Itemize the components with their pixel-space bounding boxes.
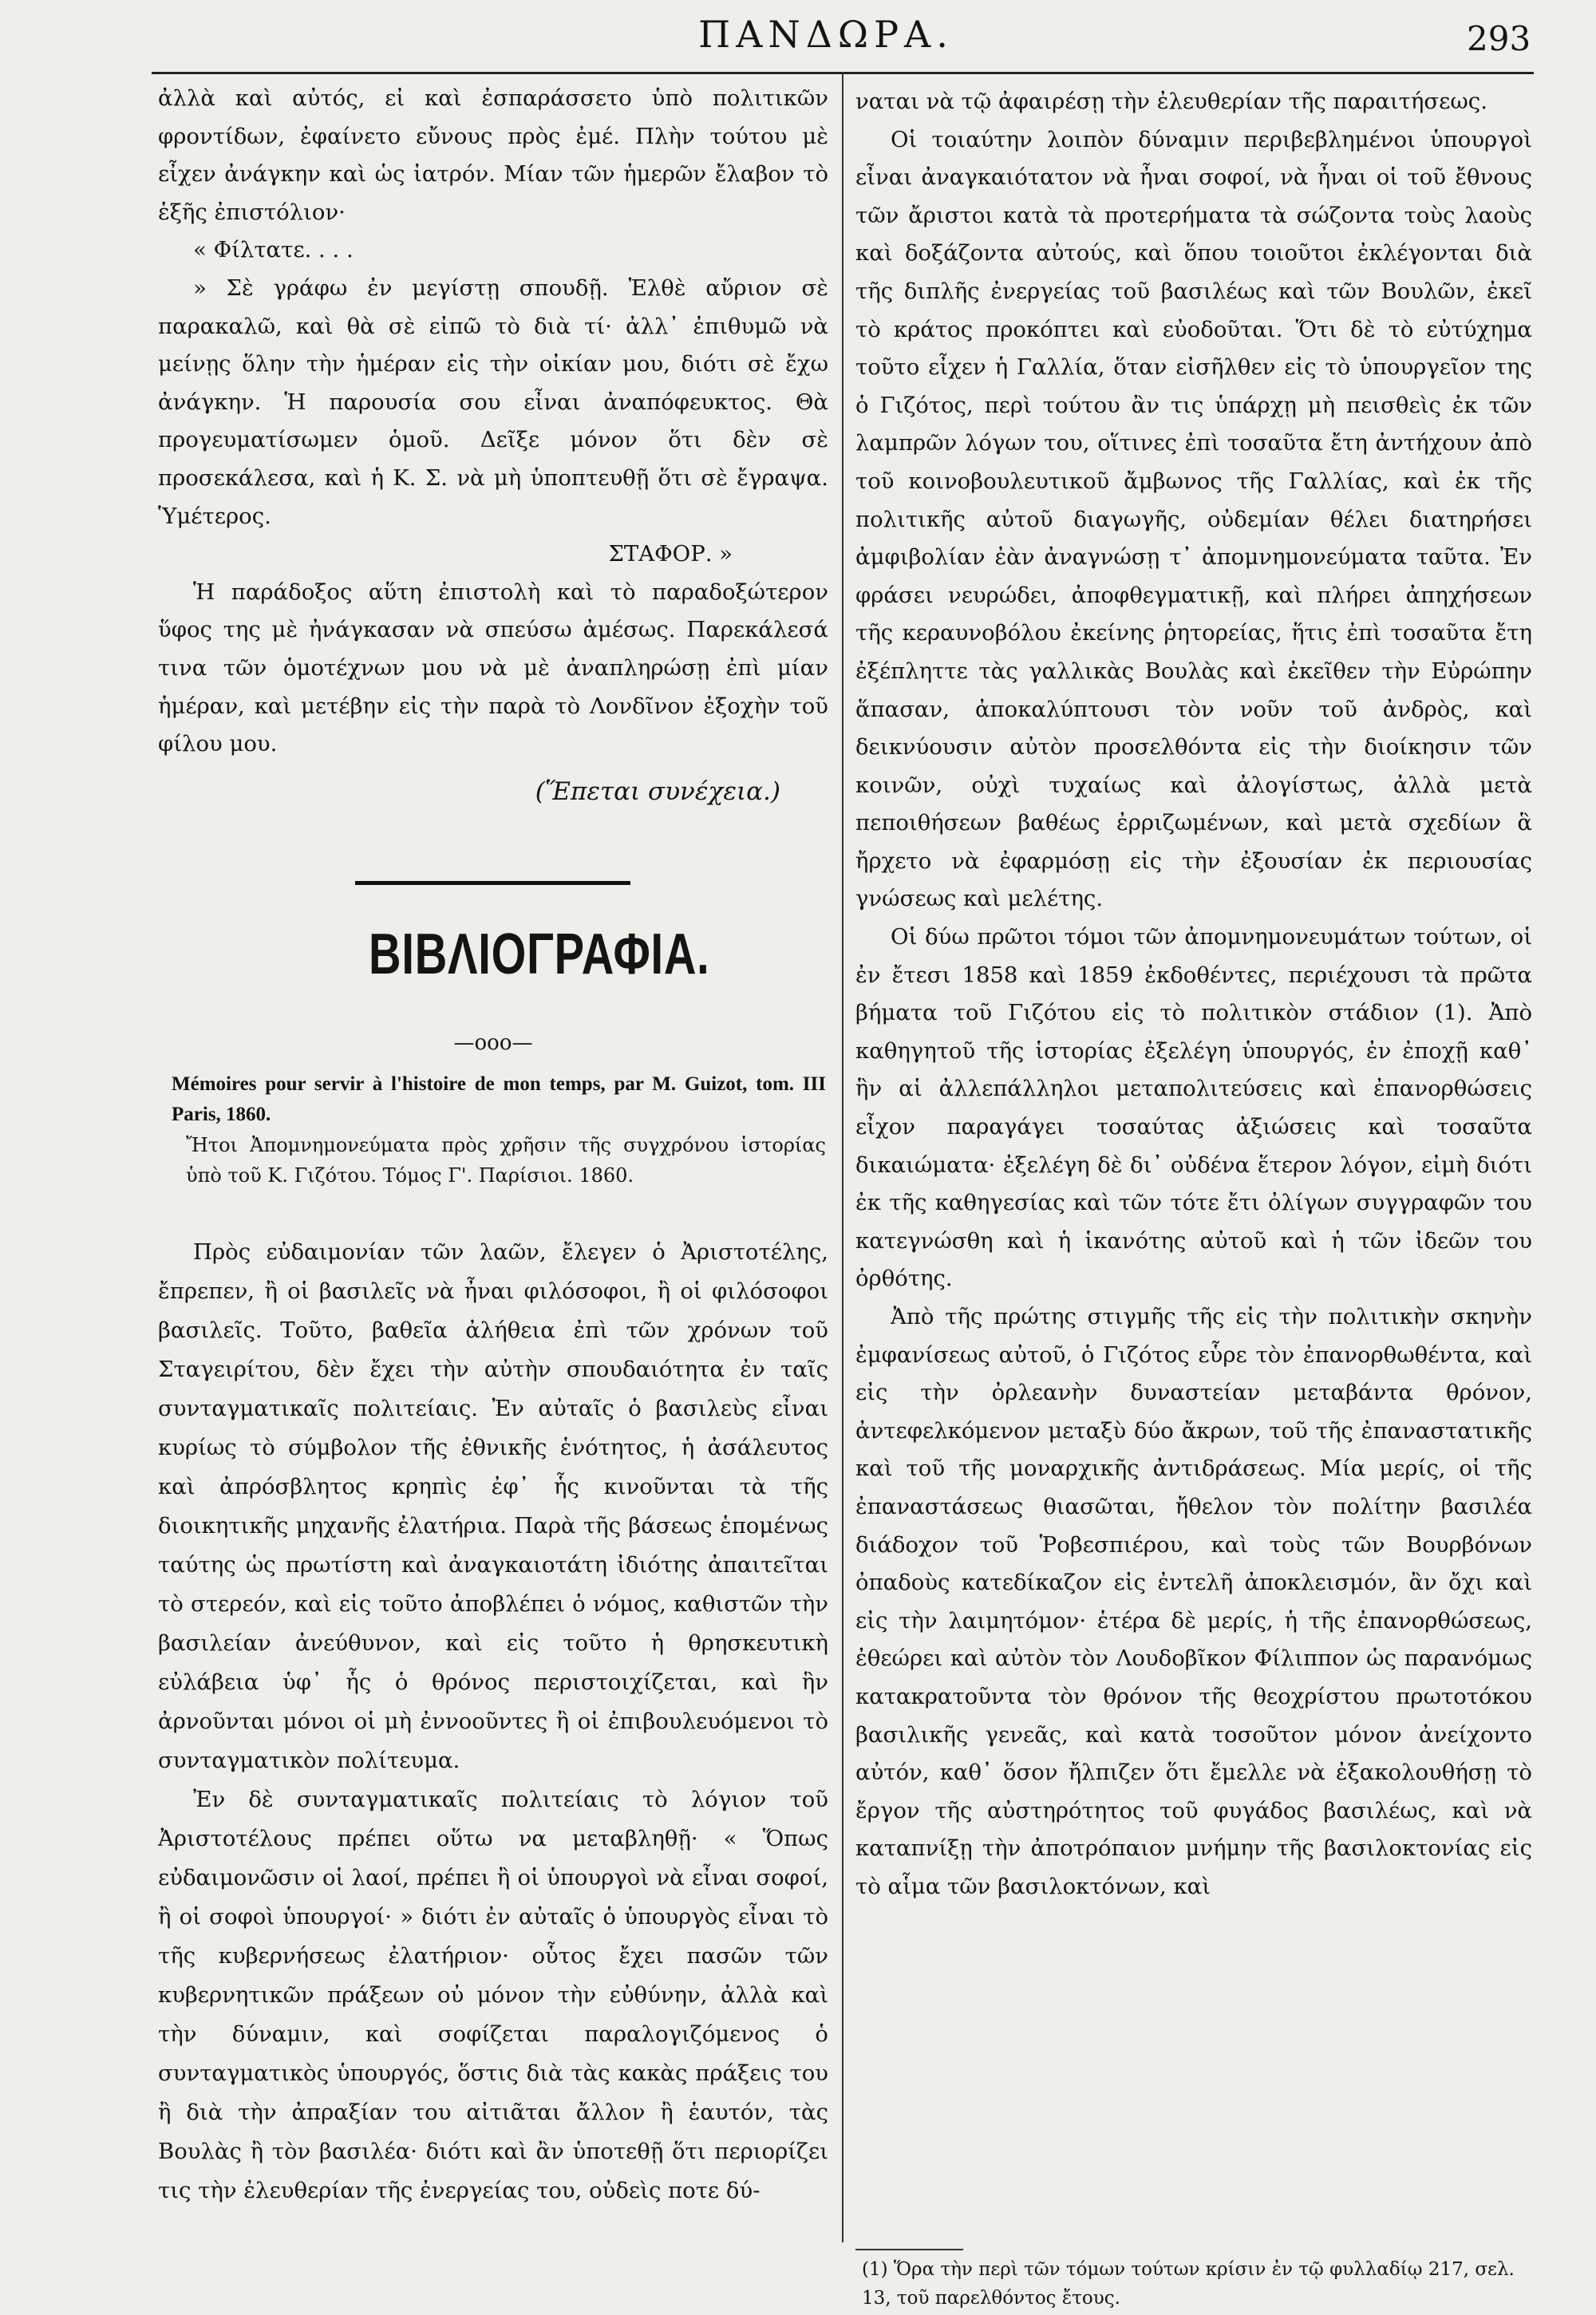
paragraph: Ἀπὸ τῆς πρώτης στιγμῆς τῆς εἰς τὴν πολιτικὴν σκηνὴν ἐμφανίσεως αὐτοῦ, ὁ Γιζότος εὗρε τὸν ἐπανορθωθέντα, καὶ εἰς τὴν ὀρλεανὴν δυναστείαν μεταβάντα θρόνον, ἀντεφελκόμενον μεταξὺ δύο ἄκρων, τοῦ τῆς ἐπαναστατικῆς καὶ τοῦ τῆς μοναρχικῆς ἀντιδράσεως. Μία μερίς, οἱ τῆς ἐπαναστάσεως θιασῶται, ἤθελον τὸν πολίτην βασιλέα διάδοχον τοῦ Ῥοβεσπιέρου, καὶ τοὺς τῶν Βουρβόνων ὀπαδοὺς κατεδίκαζον εἰς ἐντελῆ ἀποκλεισμόν, ἂν ὄχι καὶ εἰς τὴν λαιμητόμον· ἑτέρα δὲ μερίς, ἡ τῆς ἐπανορθώσεως, ἐθεώρει καὶ αὐτὸν τὸν Λουδοβῖκον Φίλιππον ὡς παρανόμως κατακρατοῦντα τὸν θρόνον τῆς θεοχρίστου πρωτοτόκου βασιλικῆς γενεᾶς, καὶ κατὰ τοσοῦτον μόνον ἀνείχοντο αὐτόν, καθ᾽ ὅσον ἤλπιζεν ὅτι ἔμελλε νὰ ἐξακολουθήσῃ τὸ ἔργον τῆς αὐστηρότητος τοῦ φυγάδος βασιλέως, καὶ νὰ καταπνίξῃ τὴν ἀποτρόπαιον μνήμην τῆς βασιλοκτονίας εἰς τὸ αἷμα τῶν βασιλοκτόνων, καὶ [855, 1304, 1532, 1899]
paragraph: ναται νὰ τῷ ἀφαιρέσῃ τὴν ἐλευθερίαν τῆς παραιτήσεως. [855, 89, 1487, 114]
section-ornament: —ooo— [453, 1031, 533, 1055]
letter-body: » Σὲ γράφω ἐν μεγίστῃ σπουδῇ. Ἐλθὲ αὔριον σὲ παρακαλῶ, καὶ θὰ σὲ εἰπῶ τὸ διὰ τί· ἀλλ᾽ ἐπιθυμῶ νὰ μείνῃς ὅλην τὴν ἡμέραν εἰς τὴν οἰκίαν μου, διότι σὲ ἔχω ἀνάγκην. Ἡ παρουσία σου εἶναι ἀναπόφευκτος. Θὰ προγευματίσωμεν ὁμοῦ. Δεῖξε μόνον ὅτι δὲν σὲ προσεκάλεσα, καὶ ἡ Κ. Σ. νὰ μὴ ὑποπτευθῇ ὅτι σὲ ἔγραψα. Ὑμέτερος. [158, 275, 828, 529]
paragraph: Οἱ τοιαύτην λοιπὸν δύναμιν περιβεβλημένοι ὑπουργοὶ εἶναι ἀναγκαιότατον νὰ ἦναι σοφοί, νὰ ἦναι οἱ τοῦ ἔθνους τῶν ἄριστοι κατὰ τὰ προτερήματα τὰ σώζοντα τοὺς λαοὺς καὶ δοξάζοντα αὐτούς, καὶ ὅπου τοιοῦτοι ἐκλέγονται διὰ τῆς διπλῆς ἐνεργείας τοῦ βασιλέως καὶ τῶν Βουλῶν, ἐκεῖ τὸ κράτος προκόπτει καὶ εὐοδοῦται. Ὅτι δὲ τὸ εὐτύχημα τοῦτο εἶχεν ἡ Γαλλία, ὅταν εἰσῆλθεν εἰς τὸ ὑπουργεῖον της ὁ Γιζότος, περὶ τούτου ἂν τις ὑπάρχῃ μὴ πεισθεὶς ἐκ τῶν λαμπρῶν λόγων του, οἵτινες ἐπὶ τοσαῦτα ἔτη ἀντήχουν ἀπὸ τοῦ κοινοβουλευτικοῦ ἄμβωνος τῆς Γαλλίας, καὶ ἐκ τῆς πολιτικῆς αὐτοῦ διαγωγῆς, οὐδεμίαν θέλει διατηρήσει ἀμφιβολίαν ἐὰν ἀναγνώσῃ τ᾽ ἀπομνημονεύματα ταῦτα. Ἐν φράσει νευρώδει, ἀποφθεγματικῇ, καὶ πλήρει ἀπηχήσεων τῆς κεραυνοβόλου ἐκείνης ῥητορείας, ἥτις ἐπὶ τοσαῦτα ἔτη ἐξέπληττε τὰς γαλλικὰς Βουλὰς καὶ ἐκεῖθεν τὴν Εὐρώπην ἅπασαν, ἀποκαλύπτουσι τὸν νοῦν τοῦ ἀνδρὸς, καὶ δεικνύουσιν αὐτὸν προσελθόντα εἰς τὴν διοίκησιν τῶν κοινῶν, οὐχὶ τυχαίως καὶ ἀλογίστως, ἀλλὰ μετὰ πεποιθήσεων βαθέως ἐρριζωμένων, καὶ μετὰ σχεδίων ἃ ἤρχετο νὰ ἐφαρμόσῃ εἰς τὴν ἐξουσίαν ἐκ περιουσίας γνώσεως καὶ μελέτης. [855, 126, 1532, 912]
continuation-note: (Ἕπεται συνέχεια.) [535, 776, 780, 806]
footnote [862, 2255, 1532, 2313]
citation-french: Mémoires pour servir à l'histoire de mon temps, par M. Guizot, tom. III Paris, 1860. [172, 1073, 826, 1125]
letter-salutation: « Φίλτατε. . . . [193, 237, 354, 263]
paragraph: Ἐν δὲ συνταγματικαῖς πολιτείαις τὸ λόγιον τοῦ Ἀριστοτέλους πρέπει οὕτω να μεταβληθῇ· « Ὅπως εὐδαιμονῶσιν οἱ λαοί, πρέπει ἢ οἱ ὑπουργοὶ νὰ εἶναι σοφοί, ἢ οἱ σοφοὶ ὑπουργοί· » διότι ἐν αὐταῖς ὁ ὑπουργὸς εἶναι τὸ τῆς κυβερνήσεως ἐλατήριον· οὗτος ἔχει πασῶν τῶν κυβερνητικῶν πράξεων οὐ μόνον τὴν εὐθύνην, ἀλλὰ καὶ τὴν δύναμιν, καὶ σοφίζεται παραλογιζόμενος ὁ συνταγματικὸς ὑπουργός, ὅστις διὰ τὰς κακὰς πράξεις του ἢ διὰ τὴν ἀπραξίαν του αἰτιᾶται ἄλλον ἢ ἑαυτόν, τὰς Βουλὰς ἢ τὸν βασιλέα· διότι καὶ ἂν ὑποτεθῇ ὅτι περιορίζει τις τὴν ἐλευθερίαν τῆς ἐνεργείας του, οὐδεὶς ποτε δύ- [158, 1787, 828, 2203]
left-column-review [158, 1233, 828, 2210]
running-header-title: ΠΑΝΔΩΡΑ. [698, 13, 954, 56]
paragraph: Πρὸς εὐδαιμονίαν τῶν λαῶν, ἔλεγεν ὁ Ἀριστοτέλης, ἔπρεπεν, ἢ οἱ βασιλεῖς νὰ ἦναι φιλόσοφοι, ἢ οἱ φιλόσοφοι βασιλεῖς. Τοῦτο, βαθεῖα ἀλήθεια ἐπὶ τῶν χρόνων τοῦ Σταγειρίτου, δὲν ἔχει τὴν αὐτὴν σπουδαιότητα ἐν ταῖς συνταγματικαῖς πολιτείαις. Ἐν αὐταῖς ὁ βασιλεὺς εἶναι κυρίως τὸ σύμβολον τῆς ἐθνικῆς ἑνότητος, ἡ ἀσάλευτος καὶ ἀπρόσβλητος κρηπὶς ἐφ᾽ ἧς κινοῦνται τὰ τῆς διοικητικῆς μηχανῆς ἐλατήρια. Παρὰ τῆς βάσεως ἑπομένως ταύτης ὡς πρωτίστη καὶ ἀναγκαιοτάτη ἰδιότης ἀπαιτεῖται τὸ στερεόν, καὶ εἰς τοῦτο ἀποβλέπει ὁ νόμος, καθιστῶν τὴν βασιλείαν ἀνεύθυνον, καὶ εἰς τοῦτο ἡ θρησκευτικὴ εὐλάβεια ὑφ᾽ ἧς ὁ θρόνος περιστοιχίζεται, καὶ ἣν ἀρνοῦνται μόνοι οἱ μὴ ἐννοοῦντες ἢ οἱ ἐπιβουλευόμενοι τὸ συνταγματικὸν πολίτευμα. [158, 1239, 828, 1773]
paragraph: Ἡ παράδοξος αὕτη ἐπιστολὴ καὶ τὸ παραδοξώτερον ὕφος της μὲ ἠνάγκασαν νὰ σπεύσω ἀμέσως. Παρεκάλεσά τινα τῶν ὁμοτέχνων μου νὰ μὲ ἀναπληρώσῃ ἐπὶ μίαν ἡμέραν, καὶ μετέβην εἰς τὴν παρὰ τὸ Λονδῖνον ἐξοχὴν τοῦ φίλου μου. [158, 579, 828, 757]
footnote-text: (1) Ὅρα τὴν περὶ τῶν τόμων τούτων κρίσιν ἐν τῷ φυλλαδίῳ 217, σελ. 13, τοῦ παρελθόντος ἔτους. [862, 2259, 1515, 2309]
right-column [855, 83, 1532, 1906]
citation-greek: Ἤτοι Ἀπομνημονεύματα πρὸς χρῆσιν τῆς συγχρόνου ἱστορίας ὑπὸ τοῦ Κ. Γιζότου. Τόμος Γ'. Παρίσιοι. 1860. [186, 1134, 826, 1187]
column-divider [842, 72, 843, 2242]
letter-signature: ΣΤΑΦΟΡ. » [608, 541, 733, 567]
page-number: 293 [1467, 19, 1531, 58]
section-heading: ΒΙΒΛΙΟΓΡΑΦΙΑ. [369, 922, 710, 986]
section-separator-rule [355, 881, 630, 885]
bibliographic-citation [172, 1069, 826, 1191]
left-column-top [158, 80, 828, 811]
footnote-rule [855, 2249, 963, 2250]
paragraph: Οἱ δύω πρῶτοι τόμοι τῶν ἀπομνημονευμάτων τούτων, οἱ ἐν ἔτεσι 1858 καὶ 1859 ἐκδοθέντες, περιέχουσι τὰ πρῶτα βήματα τοῦ Γιζότου εἰς τὸ πολιτικὸν στάδιον (1). Ἀπὸ καθηγητοῦ τῆς ἱστορίας ἐξελέγη ὑπουργός, ἐν ἐποχῇ καθ᾽ ἣν αἱ ἀλλεπάλληλοι μεταπολιτεύσεις καὶ ἐπανορθώσεις εἶχον παραγάγει τοσαύτας ἀξιώσεις καὶ τοσαῦτα δικαιώματα· ἐξελέγη δὲ δι᾽ οὐδένα ἕτερον λόγον, εἰμὴ διότι ἐκ τῆς καθηγεσίας καὶ τῶν τότε ἔτι ὀλίγων συγγραφῶν του κατεγνώσθη καὶ ἡ ἱκανότης αὐτοῦ καὶ ἡ τῶν ἰδεῶν του ὀρθότης. [855, 924, 1532, 1292]
paragraph: ἀλλὰ καὶ αὐτός, εἰ καὶ ἐσπαράσσετο ὑπὸ πολιτικῶν φροντίδων, ἐφαίνετο εὔνους πρὸς ἐμέ. Πλὴν τούτου μὲ εἶχεν ἀνάγκην καὶ ὡς ἰατρόν. Μίαν τῶν ἡμερῶν ἔλαβον τὸ ἑξῆς ἐπιστόλιον· [158, 85, 828, 225]
